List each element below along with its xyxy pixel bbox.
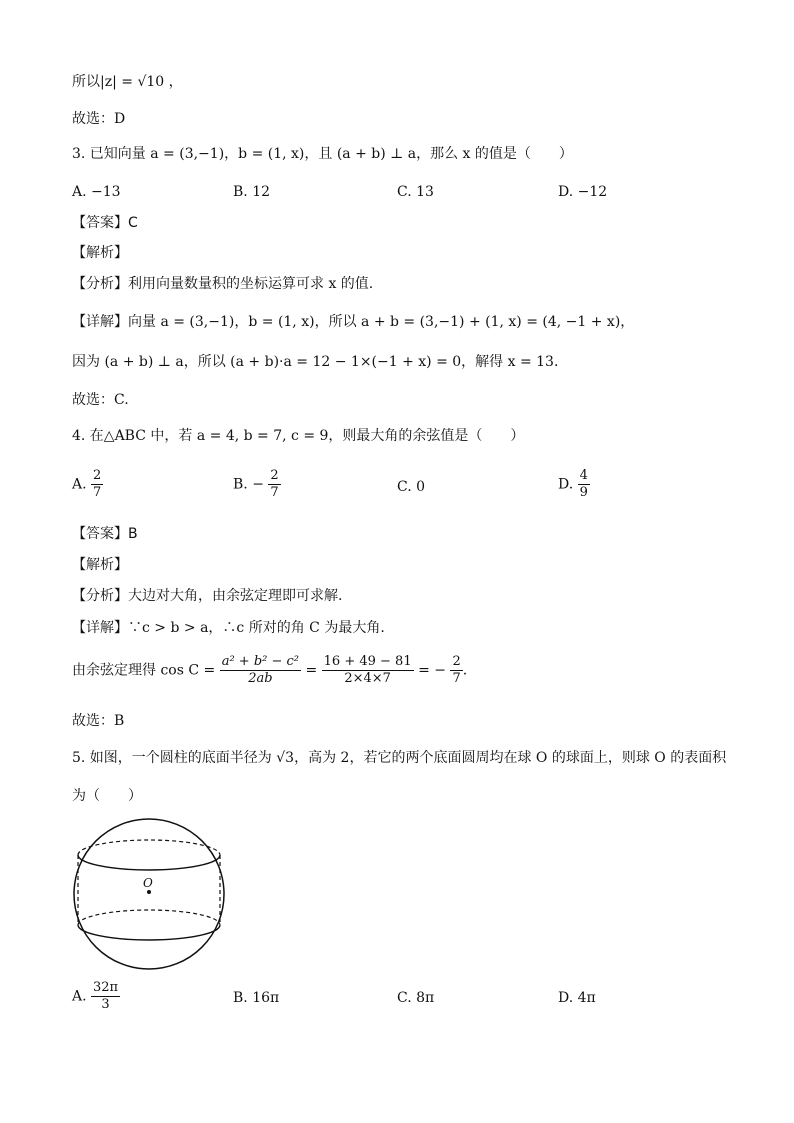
q4-option-d [558, 468, 590, 501]
option-label: D. [558, 476, 574, 493]
q4-option-c: C. 0 [397, 479, 426, 495]
q4-analysis-heading: 【解析】 [72, 557, 128, 573]
q3-analysis-heading: 【解析】 [72, 245, 128, 261]
q5-option-c: C. 8π [397, 990, 435, 1006]
denominator: 7 [452, 671, 461, 686]
q3-option-b: B. 12 [233, 184, 271, 200]
denominator: 2ab [248, 671, 273, 686]
q5-option-b: B. 16π [233, 990, 280, 1006]
q3-answer: 【答案】C [72, 215, 138, 231]
q4-detailed-solution: 【详解】∵c > b > a，∴c 所对的角 C 为最大角. [72, 620, 385, 636]
question-3-stem: 3. 已知向量 a = (3,−1)，b = (1, x)，且 (a + b) ⊥ a，那么 x 的值是（ ） [72, 146, 573, 162]
numerator: 4 [579, 468, 588, 483]
question-5-stem-line-1: 5. 如图，一个圆柱的底面半径为 √3，高为 2，若它的两个底面圆周均在球 O 的球面上，则球 O 的表面积 [72, 750, 727, 766]
denominator: 7 [93, 485, 102, 500]
bottom-ellipse-front [78, 925, 220, 940]
numerator: 16 + 49 − 81 [323, 654, 412, 669]
q4-analysis-summary: 【分析】大边对大角，由余弦定理即可求解. [72, 588, 343, 604]
q3-option-a: A. −13 [72, 184, 121, 200]
minus-sign: − [252, 476, 264, 493]
denominator: 7 [270, 485, 279, 500]
q3-analysis-summary: 【分析】利用向量数量积的坐标运算可求 x 的值. [72, 276, 374, 292]
bottom-ellipse-back [78, 910, 220, 925]
q3-detailed-solution: 【详解】向量 a = (3,−1)，b = (1, x)，所以 a + b = (3,−1) + (1, x) = (4, −1 + x)， [72, 314, 635, 330]
center-label: O [143, 876, 153, 890]
fraction [322, 654, 414, 687]
question-5-stem-line-2: 为（ ） [72, 788, 142, 804]
q4-cosine-formula: 由余弦定理得 cos C = $\frac{\text{a² + b² − c²}}{2ab}$ = $\frac{16 + 49 - 81}{2\times 4\times 7}$ = − $\frac{2}{7}$ . [72, 654, 468, 686]
q3-option-c: C. 13 [397, 184, 434, 200]
numerator: 2 [270, 468, 279, 483]
text-line: 所以|z| = √10 ， [72, 74, 183, 90]
q4-answer: 【答案】B [72, 526, 138, 542]
fraction [578, 468, 590, 501]
center-point [147, 890, 151, 894]
top-ellipse-front [78, 855, 220, 870]
fraction [268, 468, 280, 501]
option-label: A. [72, 476, 87, 493]
q4-option-a [72, 468, 103, 501]
formula-prefix: 由余弦定理得 cos C = [72, 662, 216, 679]
denominator: 9 [579, 485, 588, 500]
equals-minus: = − [418, 662, 446, 679]
fraction [91, 468, 103, 501]
q5-option-d: D. 4π [558, 990, 596, 1006]
top-ellipse-back [78, 840, 220, 855]
q4-choice: 故选：B [72, 713, 125, 729]
q4-option-b [233, 468, 281, 501]
numerator: 2 [452, 654, 461, 669]
fraction [91, 980, 120, 1013]
fraction [450, 654, 462, 687]
text-line: 故选：D [72, 111, 126, 127]
option-label: A. [72, 988, 87, 1005]
denominator: 3 [101, 997, 110, 1012]
q5-option-a [72, 980, 120, 1013]
sphere-cylinder-figure [72, 815, 228, 973]
denominator: 2×4×7 [344, 671, 391, 686]
numerator: 2 [93, 468, 102, 483]
numerator: 32π [93, 980, 119, 995]
q3-choice: 故选：C. [72, 392, 129, 408]
option-label: B. [233, 476, 248, 493]
question-4-stem: 4. 在△ABC 中，若 a = 4, b = 7, c = 9，则最大角的余弦值是（ ） [72, 428, 525, 444]
q3-solution-step: 因为 (a + b) ⊥ a，所以 (a + b)·a = 12 − 1×(−1 + x) = 0，解得 x = 13. [72, 354, 559, 370]
numerator: a² + b² − c² [221, 654, 300, 669]
fraction [220, 654, 301, 687]
q3-option-d: D. −12 [558, 184, 608, 200]
